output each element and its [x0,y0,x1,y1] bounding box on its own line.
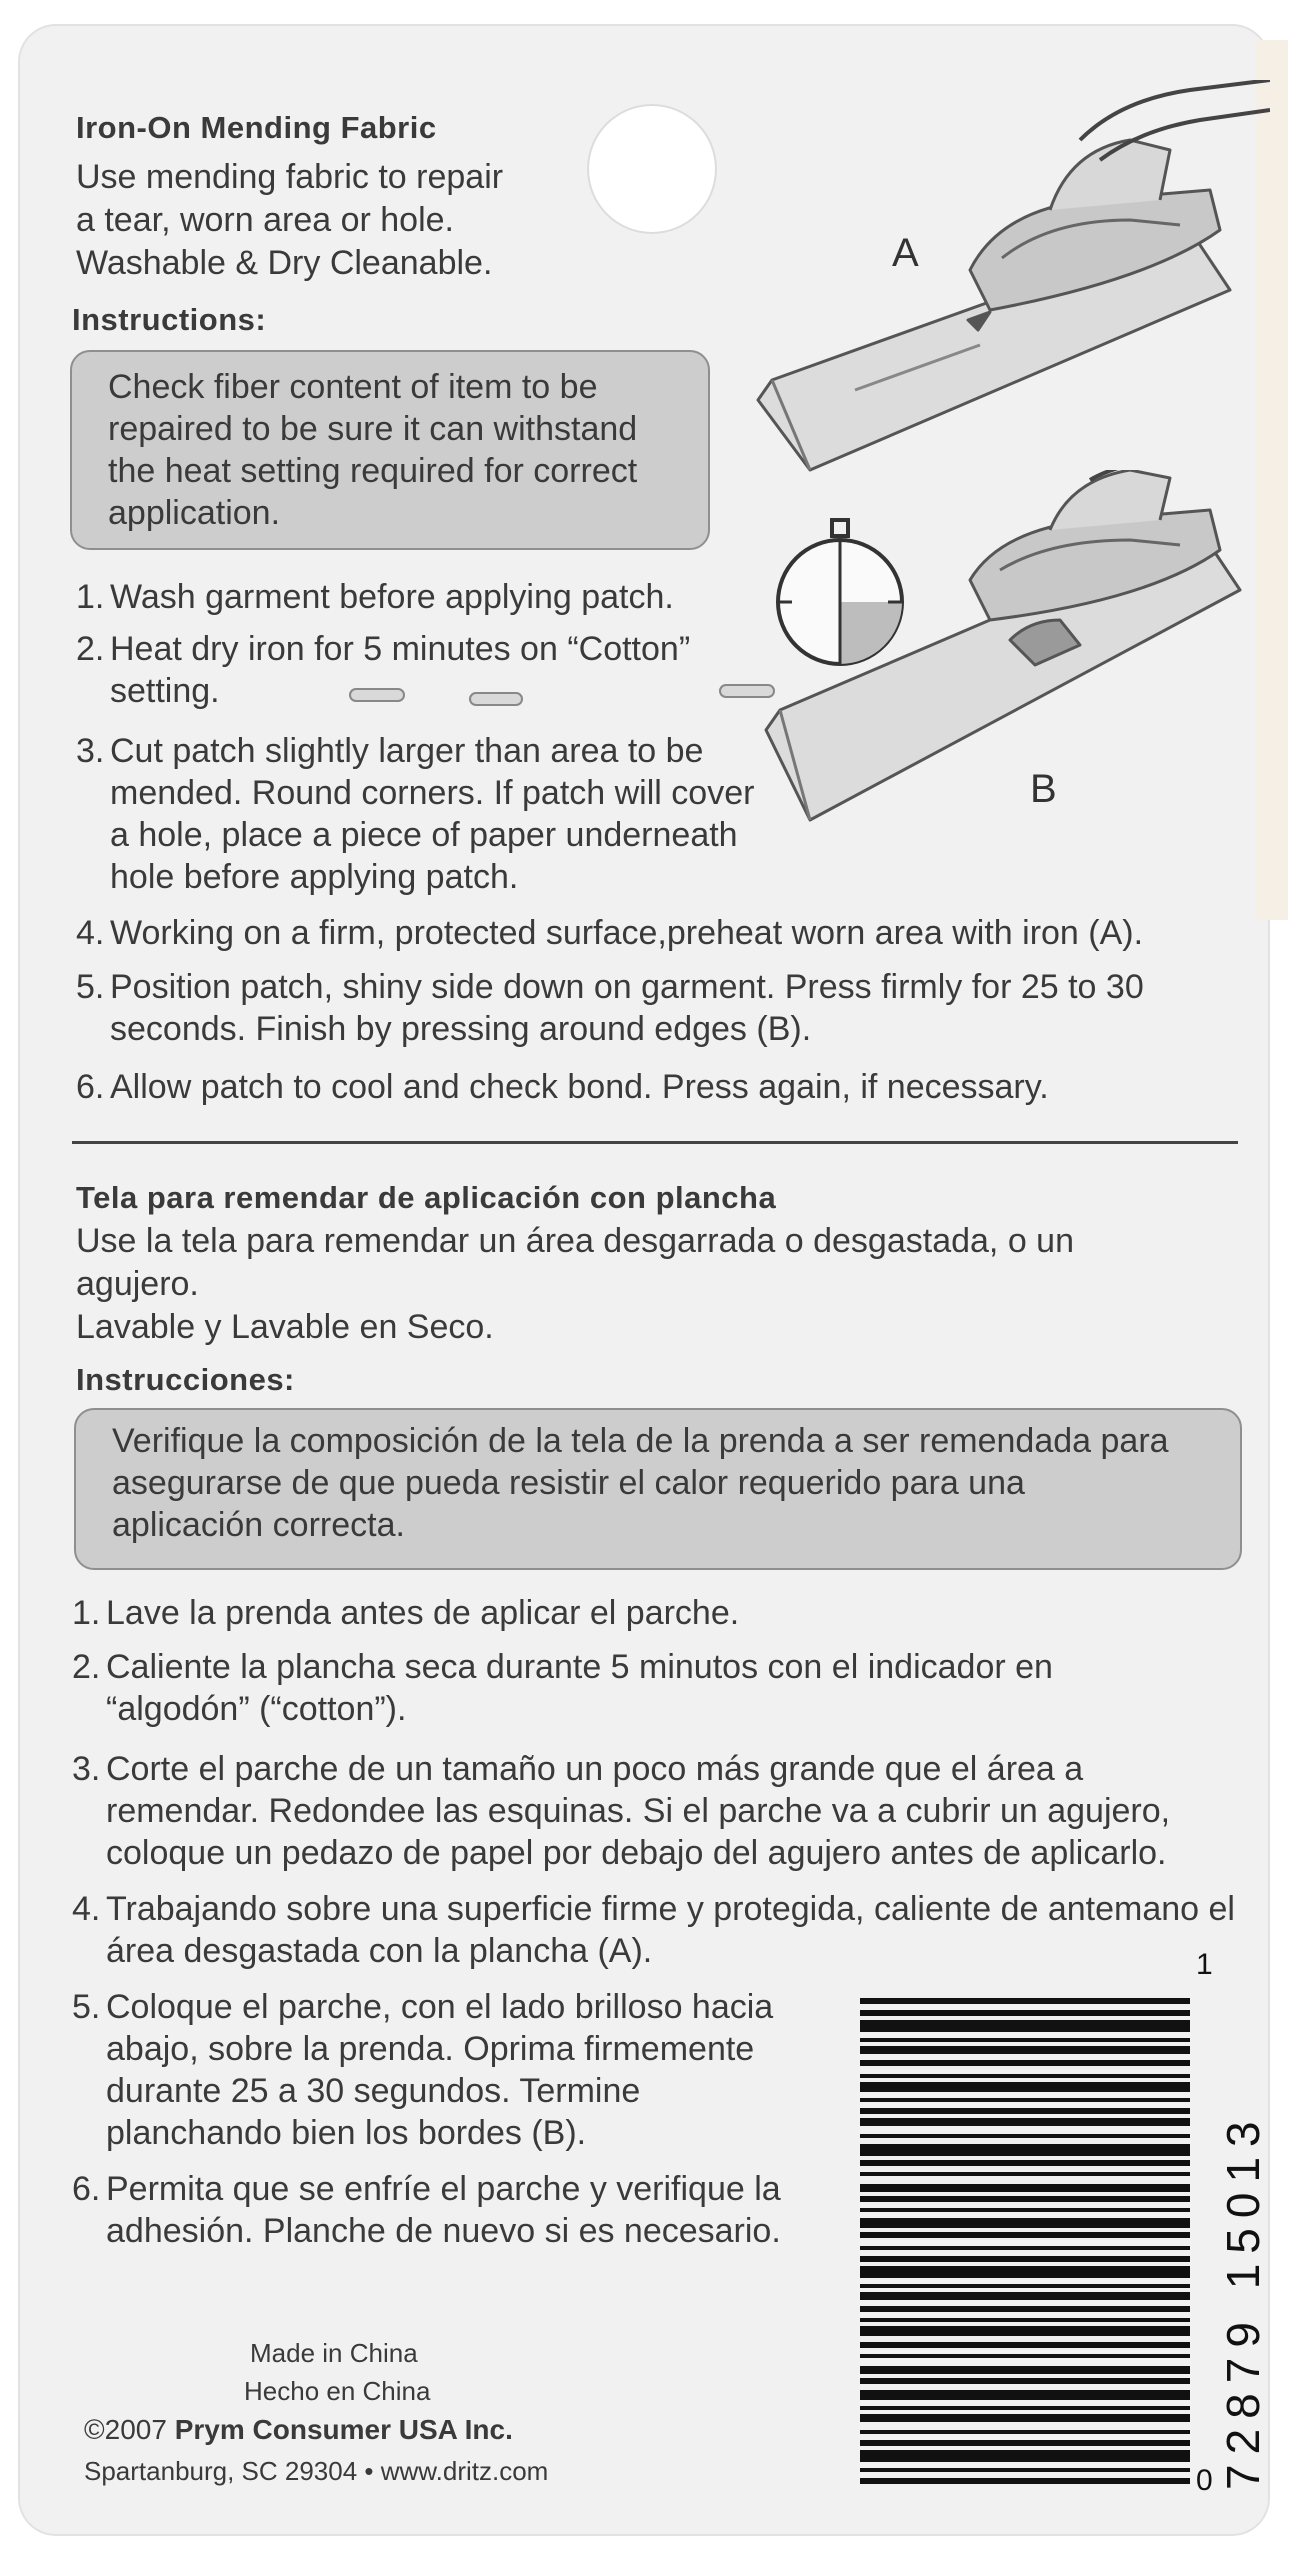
barcode-bar [860,2144,1190,2156]
english-note-line: Check fiber content of item to be [108,368,598,406]
company-name: Prym Consumer USA Inc. [174,2414,513,2445]
barcode-bar [860,2440,1190,2446]
barcode-bar [860,2134,1190,2138]
spanish-intro-line: Use la tela para remendar un área desgarrada o desgastada, o un [76,1222,1074,1260]
barcode-bar [860,2430,1190,2434]
barcode-bar [860,2232,1190,2238]
barcode-bar [860,2246,1190,2250]
barcode-bar [860,2450,1190,2462]
barcode-bar [860,2074,1190,2078]
barcode-bar [860,2284,1190,2288]
barcode-bar [860,2184,1190,2192]
barcode-bar [860,2098,1190,2102]
barcode-bar [860,2020,1190,2032]
iron-illustration-a [750,80,1270,500]
address-line: Spartanburg, SC 29304 • www.dritz.com [84,2456,549,2486]
barcode-bar [860,2010,1190,2016]
barcode-bar [860,2172,1190,2176]
spanish-note-line: aplicación correcta. [112,1506,405,1544]
illustration-label-a: A [892,231,919,275]
english-note-line: application. [108,494,281,532]
barcode-bar [860,2342,1190,2348]
barcode-bar [860,2196,1190,2202]
spanish-title: Tela para remendar de aplicación con plancha [76,1180,777,1215]
barcode-digits: 72879 15013 [1217,2111,1269,2490]
barcode-lead-digit: 0 [1196,2464,1213,2497]
barcode-bar [860,2318,1190,2322]
barcode-bar [860,2046,1190,2054]
barcode-bar [860,2208,1190,2212]
barcode-bar [860,2390,1190,2400]
barcode [860,1998,1230,2488]
spanish-instructions-heading: Instrucciones: [76,1362,295,1397]
barcode-bar [860,2118,1190,2126]
barcode-bar [860,2160,1190,2166]
english-intro-line: Washable & Dry Cleanable. [76,244,493,282]
spanish-note-line: Verifique la composición de la tela de la prenda a ser remendada para [112,1422,1169,1460]
barcode-bar [860,2378,1190,2384]
section-divider [72,1141,1238,1144]
barcode-bar [860,2292,1190,2300]
barcode-bar [860,2406,1190,2410]
barcode-bar [860,2038,1190,2042]
made-in-label: Made in China [250,2338,418,2368]
barcode-bar [860,2218,1190,2228]
copyright-year: ©2007 [84,2414,167,2445]
iron-illustration-b [760,470,1270,870]
hecho-en-label: Hecho en China [244,2376,431,2406]
english-title: Iron-On Mending Fabric [76,110,437,145]
barcode-bar [860,2326,1190,2336]
barcode-bar [860,2478,1190,2484]
spanish-intro-line: agujero. [76,1265,199,1303]
barcode-bar [860,2256,1190,2262]
barcode-bar [860,2468,1190,2472]
barcode-bar [860,1998,1190,2004]
barcode-bar [860,2366,1190,2374]
illustration-label-b: B [1030,767,1057,811]
barcode-bar [860,2108,1190,2114]
barcode-check-digit: 1 [1196,1948,1213,1981]
english-intro-line: a tear, worn area or hole. [76,201,455,239]
barcode-bar [860,2082,1190,2092]
spanish-note-line: asegurarse de que pueda resistir el calor requerido para una [112,1464,1025,1502]
barcode-bar [860,2266,1190,2278]
barcode-bar [860,2354,1190,2358]
barcode-bar [860,2306,1190,2312]
english-intro-line: Use mending fabric to repair [76,158,504,196]
english-note-line: repaired to be sure it can withstand [108,410,638,448]
copyright-line [84,2414,513,2446]
barcode-bar [860,2414,1190,2422]
spanish-intro-line: Lavable y Lavable en Seco. [76,1308,494,1346]
english-instructions-heading: Instructions: [72,302,267,337]
hang-hole [587,104,717,234]
english-note-line: the heat setting required for correct [108,452,638,490]
barcode-bar [860,2060,1190,2066]
